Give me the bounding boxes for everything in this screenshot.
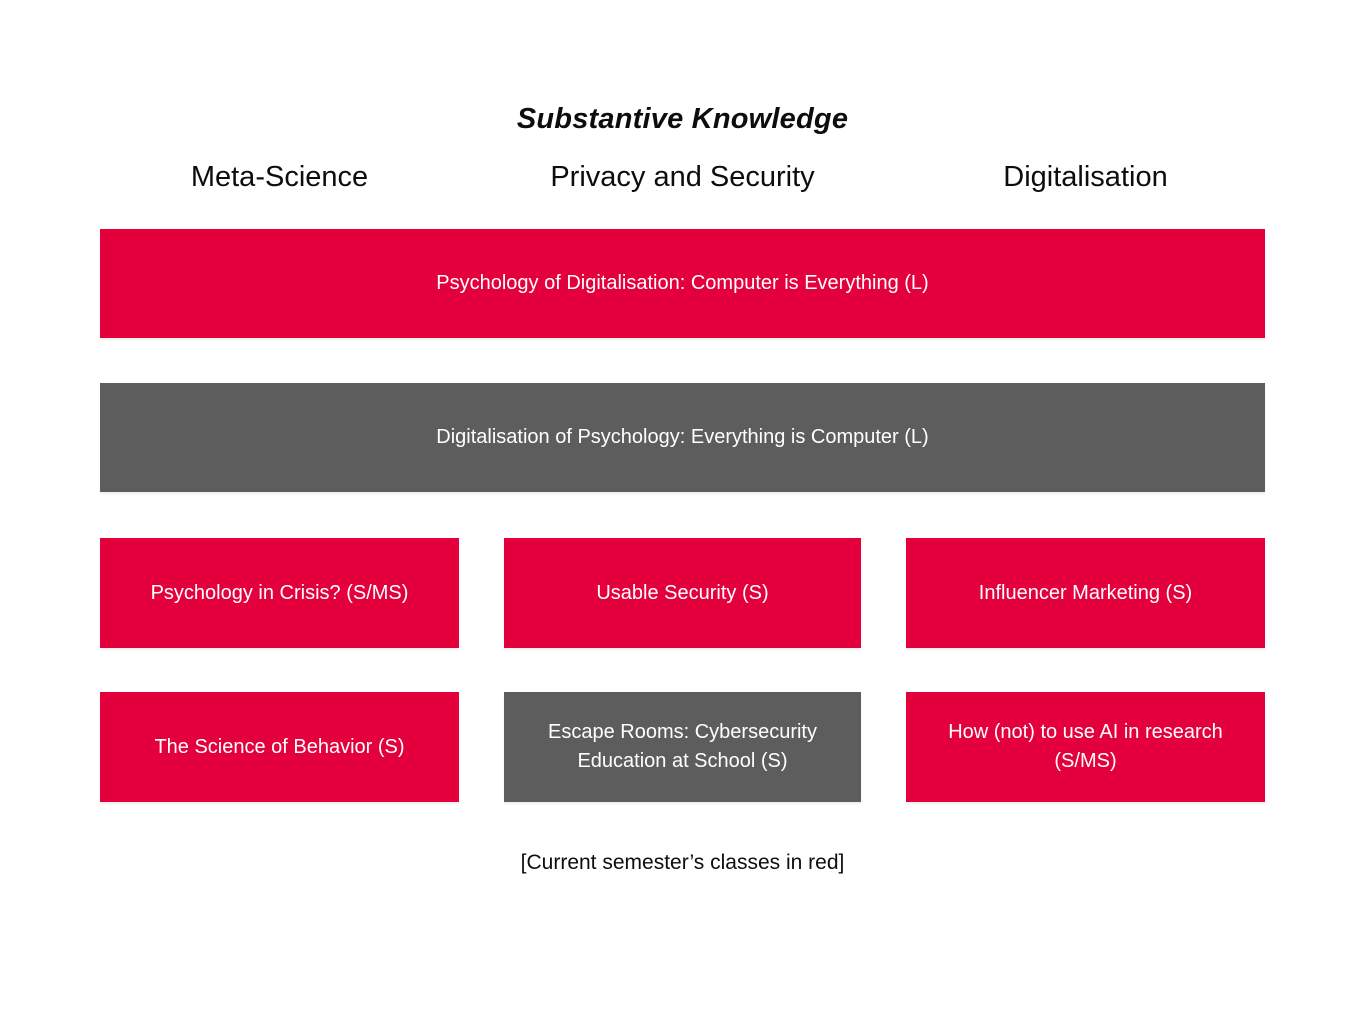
course-label: Influencer Marketing (S) [978, 581, 1193, 604]
course-box-psychology-of-digitalisation-lecture [100, 229, 1265, 338]
page-title: Substantive Knowledge [516, 103, 849, 135]
course-box-psychology-in-crisis [100, 538, 459, 648]
course-box-digitalisation-of-psychology-lecture [100, 383, 1265, 492]
course-box-influencer-marketing [906, 538, 1265, 648]
course-label: The Science of Behavior (S) [154, 735, 405, 758]
course-label: Escape Rooms: Cybersecurity Education at School (S) [548, 721, 817, 772]
course-box-how-not-to-use-ai [906, 692, 1265, 802]
column-header-privacy-and-security: Privacy and Security [550, 161, 815, 193]
course-label: How (not) to use AI in research (S/MS) [948, 721, 1223, 772]
column-header-meta-science: Meta-Science [190, 161, 369, 193]
course-label: Psychology in Crisis? (S/MS) [150, 581, 409, 604]
course-label: Psychology of Digitalisation: Computer is Everything (L) [436, 272, 929, 294]
course-box-escape-rooms-cybersecurity [504, 692, 861, 802]
legend-note: [Current semester’s classes in red] [520, 851, 845, 874]
course-label: Usable Security (S) [596, 581, 769, 604]
course-box-usable-security [504, 538, 861, 648]
column-header-digitalisation: Digitalisation [1003, 161, 1168, 193]
course-box-science-of-behavior [100, 692, 459, 802]
course-label: Digitalisation of Psychology: Everything is Computer (L) [436, 426, 929, 448]
